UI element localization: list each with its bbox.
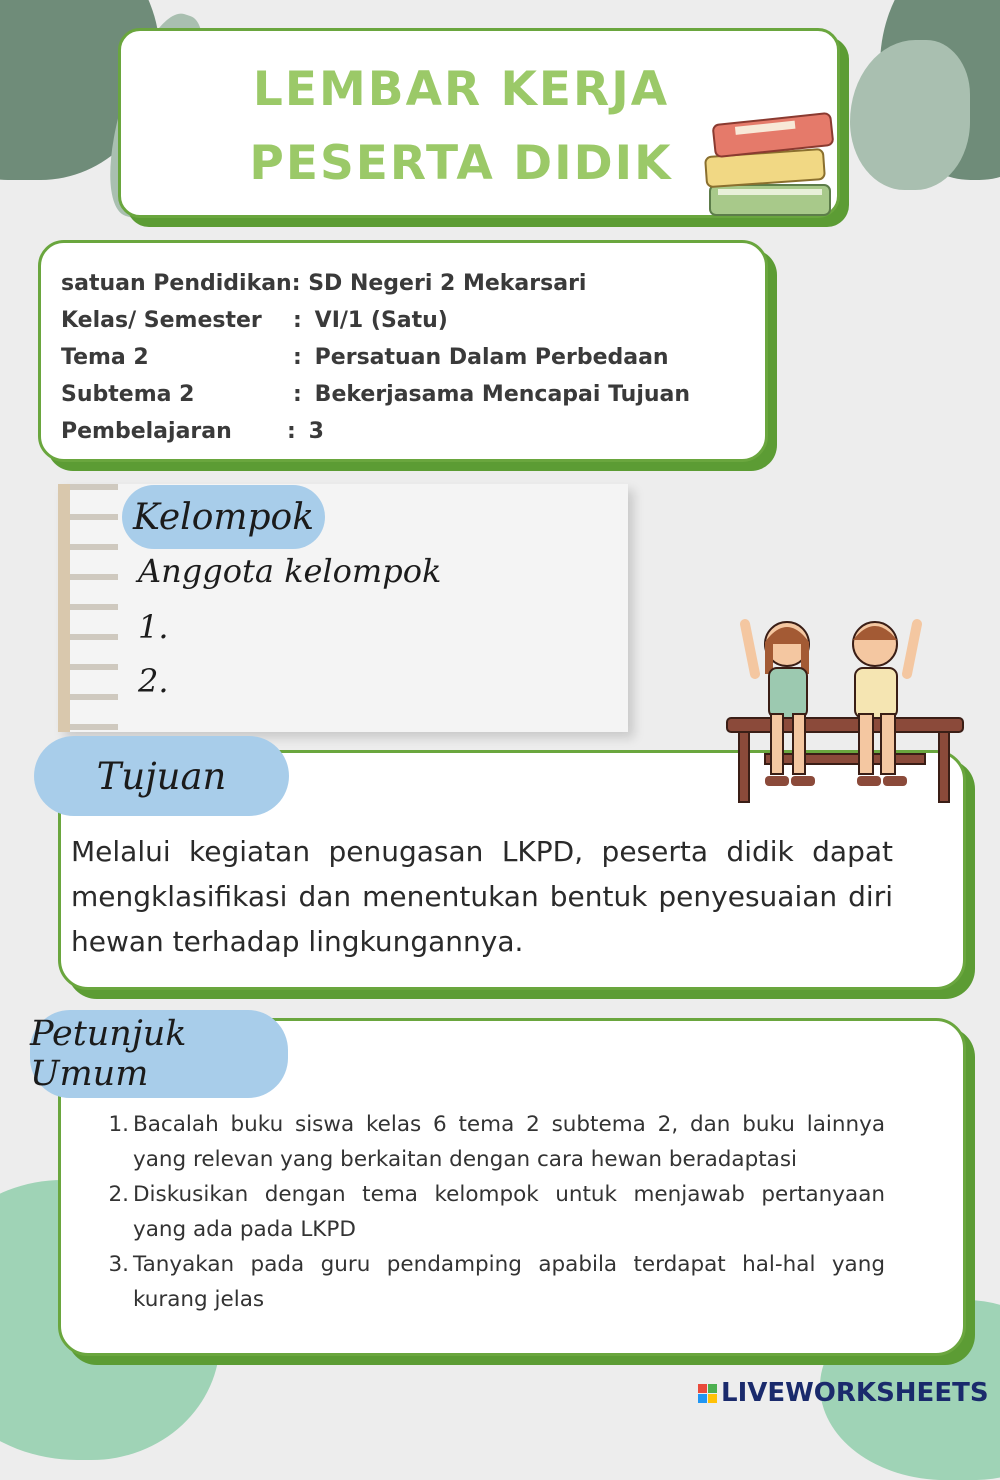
petunjuk-label: Petunjuk Umum [30, 1014, 187, 1094]
info-row-1 [61, 265, 765, 302]
books-illustration [696, 93, 846, 223]
info-sep: : [293, 345, 302, 370]
info-row-4 [61, 376, 765, 413]
info-value: Bekerjasama Mencapai Tujuan [314, 382, 691, 407]
petunjuk-item-3 [101, 1247, 885, 1317]
petunjuk-item-2 [101, 1177, 885, 1247]
info-card [38, 240, 768, 462]
petunjuk-label-pill [30, 1010, 288, 1098]
anggota-item-1: 1. [138, 608, 169, 646]
info-row-3 [61, 339, 765, 376]
info-value: Persatuan Dalam Perbedaan [314, 345, 669, 370]
info-value: VI/1 (Satu) [314, 308, 448, 333]
info-sep: : [293, 308, 302, 333]
decor-leaf-top-right [850, 40, 970, 190]
anggota-item-2: 2. [138, 662, 169, 700]
petunjuk-num: 1. [108, 1112, 129, 1137]
title-card [118, 28, 840, 218]
title-line-1: LEMBAR KERJA [252, 62, 670, 117]
info-key: satuan Pendidikan [61, 271, 292, 296]
info-sep: : [287, 419, 296, 444]
kids-illustration [725, 604, 965, 804]
info-row-2 [61, 302, 765, 339]
anggota-kelompok-label: Anggota kelompok [138, 552, 442, 590]
kelompok-label: Kelompok [132, 496, 315, 538]
info-sep: : [291, 271, 301, 296]
kelompok-label-pill [122, 485, 325, 549]
info-key: Pembelajaran [61, 419, 232, 444]
petunjuk-num: 3. [108, 1252, 129, 1277]
info-key: Kelas/ Semester [61, 308, 262, 333]
tujuan-text: Melalui kegiatan penugasan LKPD, peserta didik dapat mengklasifikasi dan menentukan bentuk penyesuaian diri hewan terhadap lingkungannya. [71, 835, 893, 958]
info-value: 3 [308, 419, 324, 444]
petunjuk-text: Bacalah buku siswa kelas 6 tema 2 subtema 2, dan buku lainnya yang relevan yang berkaitan dengan cara hewan beradaptasi [133, 1112, 885, 1172]
info-row-5 [61, 413, 765, 450]
petunjuk-text: Tanyakan pada guru pendamping apabila terdapat hal-hal yang kurang jelas [133, 1252, 885, 1312]
info-key: Subtema 2 [61, 382, 195, 407]
petunjuk-list [101, 1107, 885, 1317]
tujuan-label: Tujuan [96, 754, 227, 798]
liveworksheets-logo-icon [698, 1384, 717, 1403]
petunjuk-num: 2. [108, 1182, 129, 1207]
title-line-2: PESERTA DIDIK [249, 136, 673, 191]
info-key: Tema 2 [61, 345, 149, 370]
petunjuk-text: Diskusikan dengan tema kelompok untuk menjawab pertanyaan yang ada pada LKPD [133, 1182, 885, 1242]
liveworksheets-watermark [698, 1378, 989, 1408]
info-value: SD Negeri 2 Mekarsari [308, 271, 587, 296]
petunjuk-item-1 [101, 1107, 885, 1177]
tujuan-label-pill [34, 736, 289, 816]
watermark-text: LIVEWORKSHEETS [721, 1378, 989, 1408]
info-sep: : [293, 382, 302, 407]
notebook-spine [58, 484, 70, 732]
